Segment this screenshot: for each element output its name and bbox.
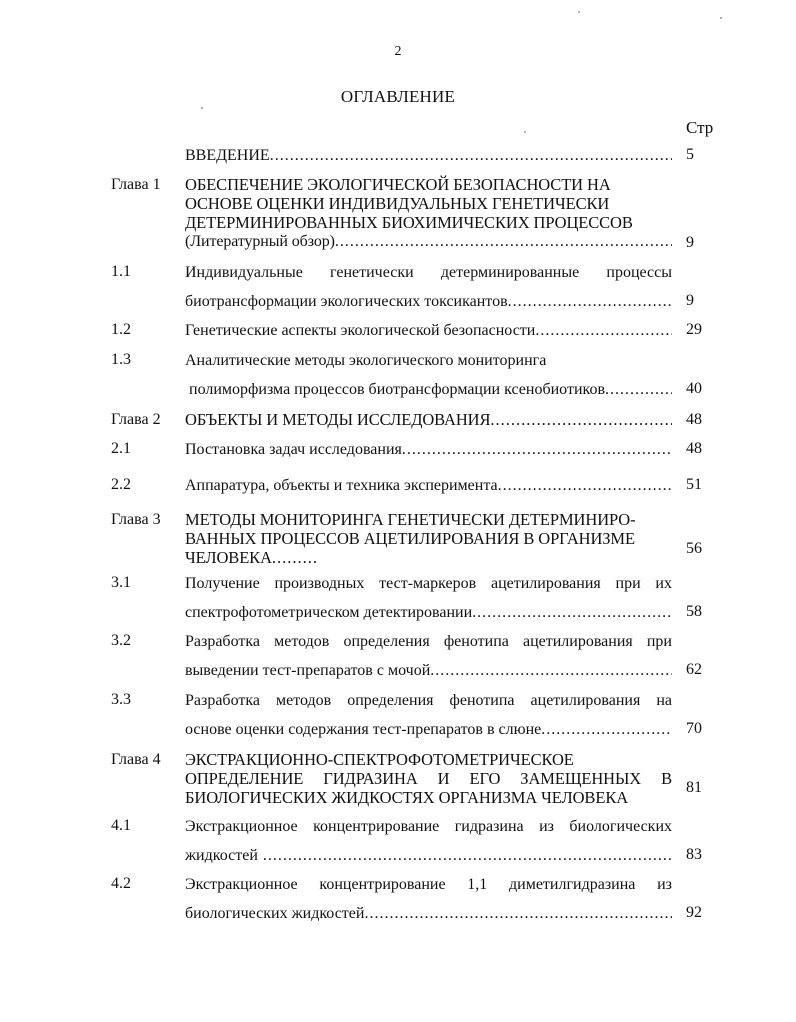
toc-entry-number: 4.1 [111,817,131,834]
dot-leader [490,410,672,429]
toc-entry-text: ВВЕДЕНИЕ [185,147,270,164]
toc-entry-text: основе оценки содержания тест-препаратов в слюне [185,721,542,738]
toc-entry-page: 9 [686,292,694,309]
scan-speck [720,17,722,19]
toc-entry-page: 81 [686,779,702,796]
toc-entry-text: ОСНОВЕ ОЦЕНКИ ИНДИВИДУАЛЬНЫХ ГЕНЕТИЧЕСКИ [185,194,610,213]
toc-entry-text: МЕТОДЫ МОНИТОРИНГА ГЕНЕТИЧЕСКИ ДЕТЕРМИНИРО- [185,510,636,529]
toc-entry-text: спектрофотометрическом детектировании [185,604,473,621]
dot-leader [541,720,672,740]
dot-leader [605,380,672,400]
toc-entry-text: Разработка методов определения фенотипа ацетилирования при [185,633,672,650]
toc-entry-number: 1.1 [111,263,131,280]
dot-leader [498,476,672,496]
page-column-label: Стр [686,118,714,137]
toc-entry-text: ВАННЫХ ПРОЦЕССОВ АЦЕТИЛИРОВАНИЯ В ОРГАНИЗМЕ [185,529,635,548]
toc-entry-page: 48 [686,440,702,457]
dot-leader [472,603,672,623]
toc-entry-text: полиморфизма процессов биотрансформации ксенобиотиков [189,381,606,398]
toc-entry-text: биологических жидкостей [185,905,365,922]
toc-entry-number: Глава 2 [111,411,161,428]
toc-entry-text: ДЕТЕРМИНИРОВАННЫХ БИОХИМИЧЕСКИХ ПРОЦЕССОВ [185,213,633,232]
toc-entry-page: 62 [686,661,702,678]
toc-entry-number: 3.2 [111,632,131,649]
toc-entry-page: 5 [686,146,694,163]
toc-entry-number: Глава 3 [111,511,161,528]
dot-leader [270,146,672,166]
toc-entry-page: 70 [686,720,702,737]
toc-entry-number: Глава 4 [111,751,161,768]
toc-entry-text: Получение производных тест-маркеров ацетилирования при их [185,575,672,592]
toc-entry-text: ЭКСТРАКЦИОННО-СПЕКТРОФОТОМЕТРИЧЕСКОЕ [185,750,574,769]
scan-speck [201,107,203,109]
toc-entry-text: Генетические аспекты экологической безопасности [185,322,536,339]
toc-entry-page: 29 [686,321,702,338]
toc-entry-number: 3.3 [111,691,131,708]
toc-entry-number: 2.2 [111,476,131,493]
toc-entry-text: Постановка задач исследования [185,441,402,458]
toc-entry-text: Индивидуальные генетически детерминированные процессы [185,264,672,281]
toc-entry-number: 2.1 [111,440,131,457]
toc-entry-text: (Литературный обзор) [185,233,335,250]
toc-entry-number: 4.2 [111,875,131,892]
page-title: ОГЛАВЛЕНИЕ [340,87,456,106]
toc-entry-text: выведении тест-препаратов с мочой [185,662,431,679]
scan-speck [524,131,526,133]
toc-entry-text: жидкостей [185,847,258,864]
toc-entry-text: Разработка методов определения фенотипа ацетилирования на [185,692,672,709]
toc-entry-page: 51 [686,476,702,493]
toc-entry-number: 1.3 [111,351,131,368]
dot-leader [258,846,672,866]
toc-entry-text: ОБЕСПЕЧЕНИЕ ЭКОЛОГИЧЕСКОЙ БЕЗОПАСНОСТИ НА [185,175,611,194]
toc-entry-text: биотрансформации экологических токсикантов [185,293,508,310]
dot-leader [508,292,672,312]
dot-leader [430,661,672,681]
dot-leader [535,321,672,341]
dot-leader [272,548,316,567]
toc-entry-text: ЧЕЛОВЕКА [185,548,272,567]
toc-entry-page: 92 [686,904,702,921]
toc-entry-text: Аппаратура, объекты и техника эксперимента [185,477,498,494]
scan-speck [578,11,580,13]
toc-entry-number: Глава 1 [111,176,161,193]
toc-entry-text: Экстракционное концентрирование гидразина из биологических [185,818,672,835]
toc-entry-text: Аналитические методы экологического мониторинга [185,352,547,369]
toc-entry-page: 58 [686,603,702,620]
dot-leader [402,440,672,460]
toc-entry-page: 56 [686,540,702,557]
dot-leader [364,904,672,924]
dot-leader [335,232,672,251]
toc-entry-number: 1.2 [111,321,131,338]
page-number: 2 [394,44,402,59]
toc-entry-number: 3.1 [111,574,131,591]
toc-entry-page: 83 [686,846,702,863]
toc-entry-text: ОПРЕДЕЛЕНИЕ ГИДРАЗИНА И ЕГО ЗАМЕЩЕННЫХ В [185,769,672,788]
toc-entry-text: ОБЪЕКТЫ И МЕТОДЫ ИССЛЕДОВАНИЯ [185,410,491,429]
toc-entry-page: 40 [686,380,702,397]
toc-entry-page: 9 [686,234,694,251]
toc-entry-page: 48 [686,411,702,428]
toc-entry-text: БИОЛОГИЧЕСКИХ ЖИДКОСТЯХ ОРГАНИЗМА ЧЕЛОВЕКА [185,788,629,807]
toc-entry-text: Экстракционное концентрирование 1,1 диметилгидразина из [185,876,672,893]
